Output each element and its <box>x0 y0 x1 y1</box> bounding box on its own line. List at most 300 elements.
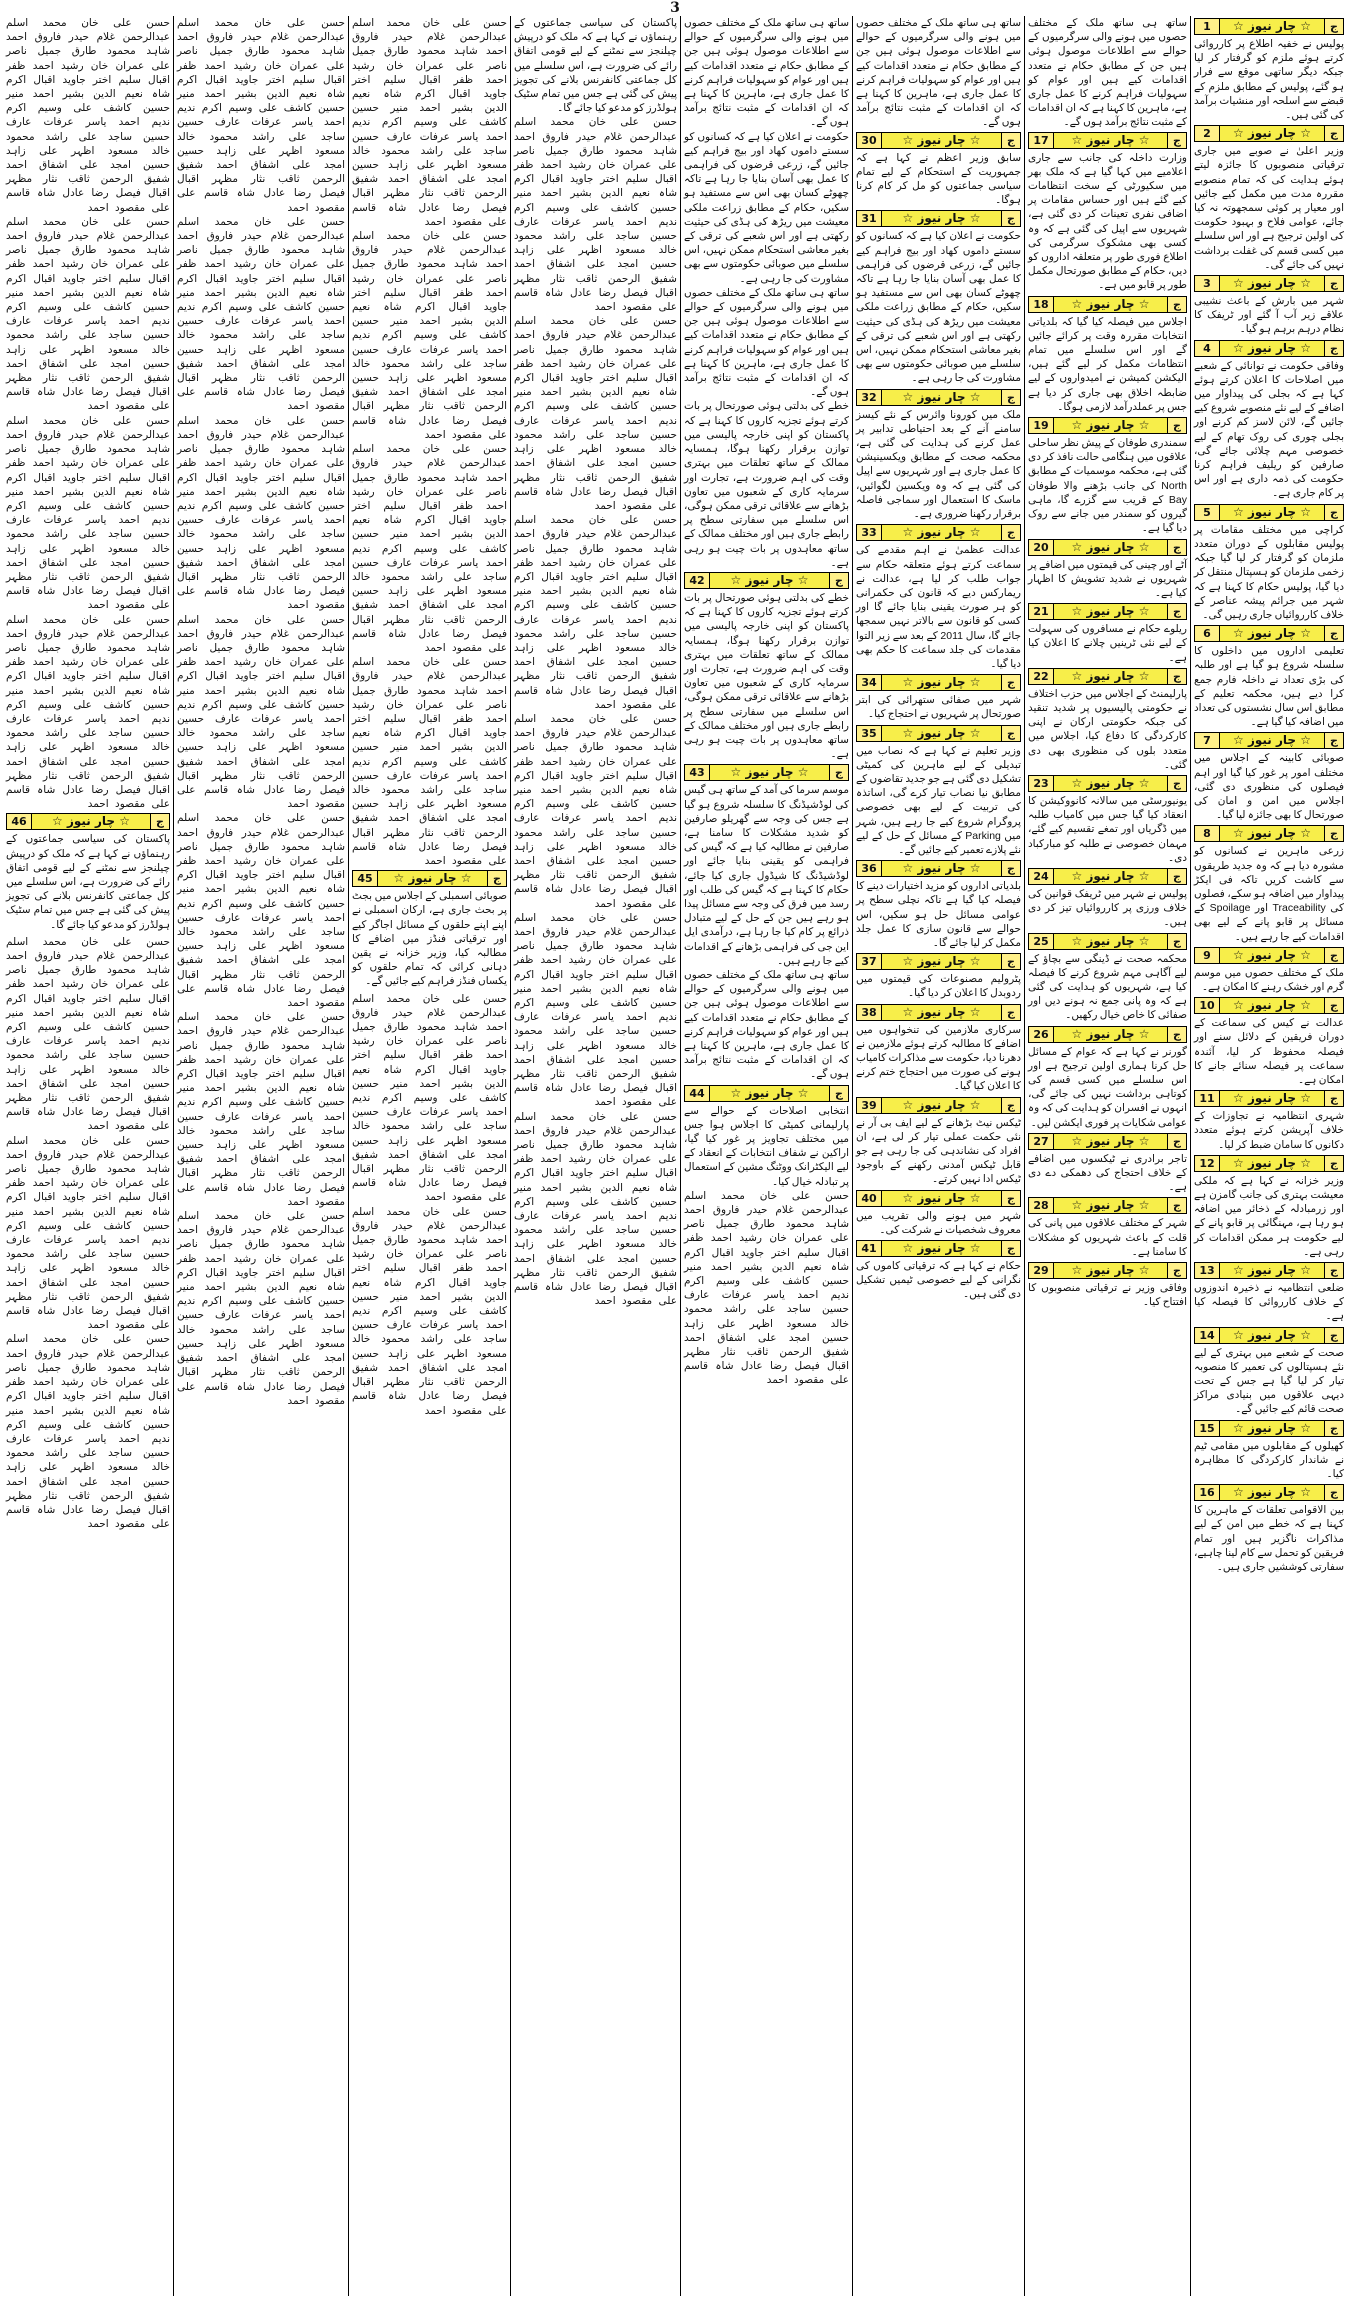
item-body: وفاقی حکومت نے توانائی کے شعبے میں اصلاحات کا اعلان کرتے ہوئے کہا ہے کہ بجلی کی پیداوار میں اضافے کے لیے نئے منصوبے شروع کیے جائیں گے، لائن لاسز کم کرنے اور بجلی چوری کی روک تھام کے لیے خصوصی مہم چلائی جائے گی، صارفین کو ریلیف فراہم کرنا حکومت کی ذمہ داری ہے اور اس پر کام جاری ہے۔ <box>1194 359 1344 500</box>
item-body: محکمہ صحت نے ڈینگی سے بچاؤ کے لیے آگاہی مہم شروع کرنے کا فیصلہ کیا ہے، شہریوں کو ہدایت کی گئی ہے کہ وہ پانی جمع نہ ہونے دیں اور صفائی کا خاص خیال رکھیں۔ <box>1028 952 1187 1022</box>
news-item-32 <box>856 389 1021 522</box>
news-item-28 <box>1028 1197 1187 1259</box>
names-list: حسن علی خان محمد اسلم عبدالرحمن غلام حیدر فاروق احمد شاہد محمود طارق جمیل ناصر علی عمران خان رشید احمد ظفر اقبال سلیم اختر جاوید اقبال اکرم شاہ نعیم الدین بشیر احمد منیر حسین کاشف علی وسیم اکرم ندیم احمد یاسر عرفات عارف حسین ساجد علی راشد محمود خالد مسعود اظہر علی زاہد حسین امجد علی اشفاق احمد شفیق الرحمن ثاقب نثار مظہر اقبال فیصل رضا عادل شاہ قاسم علی مقصود احمد <box>6 613 170 811</box>
item-number: 10 <box>1195 998 1220 1013</box>
names-list: حسن علی خان محمد اسلم عبدالرحمن غلام حیدر فاروق احمد شاہد محمود طارق جمیل ناصر علی عمران خان رشید احمد ظفر اقبال سلیم اختر جاوید اقبال اکرم شاہ نعیم الدین بشیر احمد منیر حسین کاشف علی وسیم اکرم ندیم احمد یاسر عرفات عارف حسین ساجد علی راشد محمود خالد مسعود اظہر علی زاہد حسین امجد علی اشفاق احمد شفیق الرحمن ثاقب نثار مظہر اقبال فیصل رضا عادل شاہ قاسم علی مقصود احمد <box>514 116 677 314</box>
news-item-16 <box>1194 1484 1344 1574</box>
item-logo: ☆ چار نیوز ☆ <box>1071 296 1150 311</box>
item-header <box>1194 1155 1344 1172</box>
item-header <box>856 1240 1021 1257</box>
item-tag: ج <box>1001 675 1020 690</box>
item-logo: ☆ چار نیوز ☆ <box>902 211 981 226</box>
item-header <box>1194 18 1344 35</box>
item-header <box>1028 1262 1187 1279</box>
item-number: 34 <box>857 675 882 690</box>
news-item-19 <box>1028 417 1187 535</box>
names-list: حسن علی خان محمد اسلم عبدالرحمن غلام حیدر فاروق احمد شاہد محمود طارق جمیل ناصر علی عمران خان رشید احمد ظفر اقبال سلیم اختر جاوید اقبال اکرم شاہ نعیم الدین بشیر احمد منیر حسین کاشف علی وسیم اکرم ندیم احمد یاسر عرفات عارف حسین ساجد علی راشد محمود خالد مسعود اظہر علی زاہد حسین امجد علی اشفاق احمد شفیق الرحمن ثاقب نثار مظہر اقبال فیصل رضا عادل شاہ قاسم علی مقصود احمد <box>6 414 170 612</box>
news-item-18 <box>1028 296 1187 414</box>
item-header <box>1194 1484 1344 1501</box>
item-body: موسم سرما کی آمد کے ساتھ ہی گیس کی لوڈشیڈنگ کا سلسلہ شروع ہو گیا ہے جس کی وجہ سے گھریلو صارفین کو شدید مشکلات کا سامنا ہے، صارفین نے مطالبہ کیا ہے کہ گیس کی فراہمی کو یقینی بنایا جائے اور لوڈشیڈنگ کا شیڈول جاری کیا جائے، حکام کا کہنا ہے کہ گیس کی طلب اور رسد میں فرق کی وجہ سے مسائل پیدا ہو رہے ہیں جن کے حل کے لیے متبادل ذرائع پر کام کیا جا رہا ہے، درآمدی ایل این جی کی فراہمی بڑھانے کے اقدامات کیے جا رہے ہیں۔ <box>684 784 849 967</box>
names-list: حسن علی خان محمد اسلم عبدالرحمن غلام حیدر فاروق احمد شاہد محمود طارق جمیل ناصر علی عمران خان رشید احمد ظفر اقبال سلیم اختر جاوید اقبال اکرم شاہ نعیم الدین بشیر احمد منیر حسین کاشف علی وسیم اکرم ندیم احمد یاسر عرفات عارف حسین ساجد علی راشد محمود خالد مسعود اظہر علی زاہد حسین امجد علی اشفاق احمد شفیق الرحمن ثاقب نثار مظہر اقبال فیصل رضا عادل شاہ قاسم علی مقصود احمد <box>177 215 345 413</box>
names-list: حسن علی خان محمد اسلم عبدالرحمن غلام حیدر فاروق احمد شاہد محمود طارق جمیل ناصر علی عمران خان رشید احمد ظفر اقبال سلیم اختر جاوید اقبال اکرم شاہ نعیم الدین بشیر احمد منیر حسین کاشف علی وسیم اکرم ندیم احمد یاسر عرفات عارف حسین ساجد علی راشد محمود خالد مسعود اظہر علی زاہد حسین امجد علی اشفاق احمد شفیق الرحمن ثاقب نثار مظہر اقبال فیصل رضا عادل شاہ قاسم علی مقصود احمد <box>6 1134 170 1332</box>
item-tag: ج <box>1001 390 1020 405</box>
item-logo: ☆ چار نیوز ☆ <box>1071 604 1150 619</box>
item-header <box>1028 775 1187 792</box>
item-tag: ج <box>1167 133 1186 148</box>
names-list: حسن علی خان محمد اسلم عبدالرحمن غلام حیدر فاروق احمد شاہد محمود طارق جمیل ناصر علی عمران خان رشید احمد ظفر اقبال سلیم اختر جاوید اقبال اکرم شاہ نعیم الدین بشیر احمد منیر حسین کاشف علی وسیم اکرم ندیم احمد یاسر عرفات عارف حسین ساجد علی راشد محمود خالد مسعود اظہر علی زاہد حسین امجد علی اشفاق احمد شفیق الرحمن ثاقب نثار مظہر اقبال فیصل رضا عادل شاہ قاسم علی مقصود احمد <box>177 414 345 612</box>
item-logo: ☆ چار نیوز ☆ <box>730 572 809 587</box>
item-body: خطے کی بدلتی ہوئی صورتحال پر بات کرتے ہوئے تجزیہ کاروں کا کہنا ہے کہ پاکستان کو اپنی خارجہ پالیسی میں توازن برقرار رکھنا ہوگا، ہمسایہ ممالک کے ساتھ تعلقات میں بہتری وقت کی اہم ضرورت ہے، تجارت اور سرمایہ کاری کے شعبوں میں تعاون بڑھانے سے علاقائی ترقی ممکن ہوگی، اس سلسلے میں سفارتی سطح پر رابطے جاری ہیں اور مختلف ممالک کے ساتھ معاہدوں پر بات چیت ہو رہی ہے۔ <box>684 591 849 761</box>
item-logo: ☆ چار نیوز ☆ <box>1233 947 1311 962</box>
item-tag: ج <box>1001 954 1020 969</box>
item-header <box>1194 997 1344 1014</box>
names-list: حسن علی خان محمد اسلم عبدالرحمن غلام حیدر فاروق احمد شاہد محمود طارق جمیل ناصر علی عمران خان رشید احمد ظفر اقبال سلیم اختر جاوید اقبال اکرم شاہ نعیم الدین بشیر احمد منیر حسین کاشف علی وسیم اکرم ندیم احمد یاسر عرفات عارف حسین ساجد علی راشد محمود خالد مسعود اظہر علی زاہد حسین امجد علی اشفاق احمد شفیق الرحمن ثاقب نثار مظہر اقبال فیصل رضا عادل شاہ قاسم علی مقصود احمد <box>514 1110 677 1308</box>
item-logo: ☆ چار نیوز ☆ <box>902 1190 981 1205</box>
item-tag: ج <box>1324 1485 1343 1500</box>
item-body: بین الاقوامی تعلقات کے ماہرین کا کہنا ہے کہ خطے میں امن کے لیے مذاکرات ناگزیر ہیں اور تمام فریقین کو تحمل سے کام لینا چاہیے، سفارتی کوششیں جاری ہیں۔ <box>1194 1504 1344 1574</box>
item-header <box>856 1004 1021 1021</box>
item-tag: ج <box>1167 934 1186 949</box>
item-logo: ☆ چار نیوز ☆ <box>1233 998 1311 1013</box>
item-number: 38 <box>857 1005 882 1020</box>
item-tag: ج <box>1167 1198 1186 1213</box>
item-tag: ج <box>1324 126 1343 141</box>
names-list: حسن علی خان محمد اسلم عبدالرحمن غلام حیدر فاروق احمد شاہد محمود طارق جمیل ناصر علی عمران خان رشید احمد ظفر اقبال سلیم اختر جاوید اقبال اکرم شاہ نعیم الدین بشیر احمد منیر حسین کاشف علی وسیم اکرم ندیم احمد یاسر عرفات عارف حسین ساجد علی راشد محمود خالد مسعود اظہر علی زاہد حسین امجد علی اشفاق احمد شفیق الرحمن ثاقب نثار مظہر اقبال فیصل رضا عادل شاہ قاسم علی مقصود احمد <box>177 17 345 214</box>
item-logo: ☆ چار نیوز ☆ <box>1233 276 1311 291</box>
item-header <box>1028 868 1187 885</box>
item-number: 16 <box>1195 1485 1220 1500</box>
item-tag: ج <box>1324 1421 1343 1436</box>
news-item-25 <box>1028 933 1187 1023</box>
column-8 <box>3 16 173 2296</box>
news-item-12 <box>1194 1155 1344 1259</box>
item-tag: ج <box>1324 1091 1343 1106</box>
news-item-31 <box>856 210 1021 385</box>
item-number: 24 <box>1029 869 1054 884</box>
item-header <box>1028 296 1187 313</box>
item-logo: ☆ چار نیوز ☆ <box>1071 933 1150 948</box>
item-body: ملک کے مختلف حصوں میں موسم گرم اور خشک رہنے کا امکان ہے۔ <box>1194 966 1344 993</box>
item-logo: ☆ چار نیوز ☆ <box>1233 1485 1311 1500</box>
item-number: 41 <box>857 1241 882 1256</box>
item-logo: ☆ چار نیوز ☆ <box>1233 504 1311 519</box>
item-body: بلدیاتی اداروں کو مزید اختیارات دینے کا فیصلہ کیا گیا ہے تاکہ نچلی سطح پر عوامی مسائل حل ہو سکیں، اس حوالے سے قانون سازی کا عمل جلد مکمل کر لیا جائے گا۔ <box>856 880 1021 949</box>
item-body: تعلیمی اداروں میں داخلوں کا سلسلہ شروع ہو گیا ہے اور طلبہ کی بڑی تعداد نے داخلہ فارم جمع کرا دیے ہیں، محکمہ تعلیم کے مطابق اس سال نشستوں کی تعداد میں اضافہ کیا گیا ہے۔ <box>1194 645 1344 729</box>
item-logo: ☆ چار نیوز ☆ <box>730 1085 809 1100</box>
item-logo: ☆ چار نیوز ☆ <box>902 954 981 969</box>
news-item-3 <box>1194 275 1344 337</box>
item-header <box>1028 1197 1187 1214</box>
item-body: زرعی ماہرین نے کسانوں کو مشورہ دیا ہے کہ وہ جدید طریقوں سے کاشت کریں تاکہ فی ایکڑ پیداوار میں اضافہ ہو سکے، فصلوں کی Traceability اور Spoilage کے مسائل پر قابو پانے کے لیے بھی اقدامات کیے جا رہے ہیں۔ <box>1194 845 1345 943</box>
names-list: حسن علی خان محمد اسلم عبدالرحمن غلام حیدر فاروق احمد شاہد محمود طارق جمیل ناصر علی عمران خان رشید احمد ظفر اقبال سلیم اختر جاوید اقبال اکرم شاہ نعیم الدین بشیر احمد منیر حسین کاشف علی وسیم اکرم ندیم احمد یاسر عرفات عارف حسین ساجد علی راشد محمود خالد مسعود اظہر علی زاہد حسین امجد علی اشفاق احمد شفیق الرحمن ثاقب نثار مظہر اقبال فیصل رضا عادل شاہ قاسم علی مقصود احمد <box>177 1210 345 1407</box>
news-item-42 <box>684 572 849 761</box>
item-logo: ☆ چار نیوز ☆ <box>902 725 981 740</box>
item-header <box>856 524 1021 541</box>
item-number: 43 <box>685 765 710 780</box>
item-tag: ج <box>1324 733 1343 748</box>
item-tag: ج <box>1324 1328 1343 1343</box>
item-number: 17 <box>1029 133 1054 148</box>
item-body-continued: ساتھ ہی ساتھ ملک کے مختلف حصوں میں ہونے والی سرگرمیوں کے حوالے سے اطلاعات موصول ہوئی ہیں جن کے مطابق حکام نے متعدد اقدامات کیے ہیں اور عوام کو سہولیات فراہم کرنے کا عمل جاری ہے، ماہرین کا کہنا ہے کہ ان اقدامات کے مثبت نتائج برآمد ہوں گے۔ <box>684 286 849 399</box>
item-number: 39 <box>857 1098 882 1113</box>
item-tag: ج <box>1001 211 1020 226</box>
item-body: ساتھ ہی ساتھ ملک کے مختلف حصوں میں ہونے والی سرگرمیوں کے حوالے سے اطلاعات موصول ہوئی ہیں جن کے مطابق حکام نے متعدد اقدامات کیے ہیں اور عوام کو سہولیات فراہم کرنے کا عمل جاری ہے، ماہرین کا کہنا ہے کہ ان اقدامات کے مثبت نتائج برآمد ہوں گے۔ <box>684 969 849 1081</box>
item-header <box>856 132 1021 149</box>
item-header <box>856 860 1021 877</box>
item-tag: ج <box>1001 1191 1020 1206</box>
item-logo: ☆ چار نیوز ☆ <box>1233 733 1311 748</box>
item-body: حکومت نے اعلان کیا ہے کہ کسانوں کو سستے داموں کھاد اور بیج فراہم کیے جائیں گے، زرعی قرضوں کی فراہمی کا عمل بھی آسان بنایا جا رہا ہے تاکہ چھوٹے کسان بھی اس سے مستفید ہو سکیں، حکام کے مطابق زراعت ملکی معیشت میں ریڑھ کی ہڈی کی حیثیت رکھتی ہے اور اس شعبے کی ترقی کے بغیر معاشی استحکام ممکن نہیں، اس سلسلے میں صوبائی حکومتوں سے بھی مشاورت کی جا رہی ہے۔ <box>856 230 1021 385</box>
names-list: حسن علی خان محمد اسلم عبدالرحمن غلام حیدر فاروق احمد شاہد محمود طارق جمیل ناصر علی عمران خان رشید احمد ظفر اقبال سلیم اختر جاوید اقبال اکرم شاہ نعیم الدین بشیر احمد منیر حسین کاشف علی وسیم اکرم ندیم احمد یاسر عرفات عارف حسین ساجد علی راشد محمود خالد مسعود اظہر علی زاہد حسین امجد علی اشفاق احمد شفیق الرحمن ثاقب نثار مظہر اقبال فیصل رضا عادل شاہ قاسم علی مقصود احمد <box>6 17 170 214</box>
item-body: ریلوے حکام نے مسافروں کی سہولت کے لیے نئی ٹرینیں چلانے کا اعلان کیا ہے۔ <box>1028 623 1187 664</box>
news-item-21 <box>1028 603 1187 665</box>
item-header <box>352 870 507 887</box>
item-tag: ج <box>1324 19 1343 34</box>
item-number: 45 <box>353 871 378 886</box>
news-item-17 <box>1028 132 1187 293</box>
item-tag: ج <box>1167 669 1186 684</box>
item-body: وزارت داخلہ کی جانب سے جاری اعلامیے میں کہا گیا ہے کہ ملک بھر میں سکیورٹی کے سخت انتظامات کیے گئے ہیں اور حساس مقامات پر اضافی نفری تعینات کر دی گئی ہے، شہریوں سے اپیل کی گئی ہے کہ وہ کسی بھی مشکوک سرگرمی کی اطلاع فوری طور پر متعلقہ اداروں کو دیں، حکام کے مطابق صورتحال مکمل طور پر قابو میں ہے۔ <box>1028 151 1187 292</box>
item-number: 1 <box>1195 19 1220 34</box>
item-body: پٹرولیم مصنوعات کی قیمتوں میں ردوبدل کا اعلان کر دیا گیا۔ <box>856 973 1021 1000</box>
news-item-8 <box>1194 825 1344 943</box>
item-header <box>1194 825 1344 842</box>
item-body: شہر میں صفائی ستھرائی کی ابتر صورتحال پر شہریوں نے احتجاج کیا۔ <box>856 694 1021 721</box>
item-tag: ج <box>1167 776 1186 791</box>
news-item-5 <box>1194 504 1344 622</box>
page-number: 3 <box>670 0 680 16</box>
item-logo: ☆ چار نیوز ☆ <box>1233 340 1311 355</box>
item-logo: ☆ چار نیوز ☆ <box>52 814 130 829</box>
news-item-29 <box>1028 1262 1187 1309</box>
news-item-35 <box>856 725 1021 858</box>
item-logo: ☆ چار نیوز ☆ <box>1071 418 1150 433</box>
item-body: آٹے اور چینی کی قیمتوں میں اضافے پر شہریوں نے شدید تشویش کا اظہار کیا ہے۔ <box>1027 558 1187 599</box>
item-logo: ☆ چار نیوز ☆ <box>902 675 981 690</box>
item-number: 5 <box>1195 505 1220 520</box>
item-number: 29 <box>1029 1263 1054 1278</box>
item-logo: ☆ چار نیوز ☆ <box>902 132 981 147</box>
item-logo: ☆ چار نیوز ☆ <box>1233 1420 1311 1435</box>
item-number: 12 <box>1195 1156 1220 1171</box>
item-number: 15 <box>1195 1421 1220 1436</box>
item-tag: ج <box>1324 1156 1343 1171</box>
item-number: 21 <box>1029 604 1054 619</box>
item-body-continued: ساتھ ہی ساتھ ملک کے مختلف حصوں میں ہونے والی سرگرمیوں کے حوالے سے اطلاعات موصول ہوئی ہیں جن کے مطابق حکام نے متعدد اقدامات کیے ہیں اور عوام کو سہولیات فراہم کرنے کا عمل جاری ہے، ماہرین کا کہنا ہے کہ ان اقدامات کے مثبت نتائج برآمد ہوں گے۔ <box>684 17 849 129</box>
item-body: شہری انتظامیہ نے تجاوزات کے خلاف آپریشن کرتے ہوئے متعدد دکانوں کا سامان ضبط کر لیا۔ <box>1194 1110 1344 1151</box>
item-logo: ☆ چار نیوز ☆ <box>1071 1263 1150 1278</box>
item-header <box>1194 1327 1344 1344</box>
item-header <box>1194 732 1344 749</box>
item-number: 46 <box>7 814 32 829</box>
item-logo: ☆ چار نیوز ☆ <box>1071 775 1150 790</box>
item-header <box>1028 603 1187 620</box>
news-item-2 <box>1194 125 1344 272</box>
item-header <box>1194 125 1344 142</box>
item-header <box>856 1190 1021 1207</box>
item-body: کھیلوں کے مقابلوں میں مقامی ٹیم نے شاندار کارکردگی کا مظاہرہ کیا۔ <box>1194 1439 1344 1481</box>
item-header <box>1028 668 1187 685</box>
item-number: 7 <box>1195 733 1220 748</box>
news-item-13 <box>1194 1262 1344 1324</box>
item-number: 2 <box>1195 126 1220 141</box>
newspaper-columns <box>3 16 1347 2296</box>
item-number: 42 <box>685 573 710 588</box>
column-2 <box>1024 16 1190 2296</box>
item-body: وفاقی وزیر نے ترقیاتی منصوبوں کا افتتاح کیا۔ <box>1028 1282 1187 1309</box>
item-header <box>684 764 849 781</box>
item-number: 27 <box>1029 1134 1054 1149</box>
item-logo: ☆ چار نیوز ☆ <box>1233 626 1311 641</box>
item-number: 25 <box>1029 934 1054 949</box>
column-6 <box>348 16 510 2296</box>
news-item-37 <box>856 953 1021 1000</box>
item-body: یونیورسٹی میں سالانہ کانووکیشن کا انعقاد کیا گیا جس میں کامیاب طلبہ میں ڈگریاں اور تمغے تقسیم کیے گئے، مہمان خصوصی نے طلبہ کو مبارکباد دی۔ <box>1028 794 1187 864</box>
names-list: حسن علی خان محمد اسلم عبدالرحمن غلام حیدر فاروق احمد شاہد محمود طارق جمیل ناصر علی عمران خان رشید احمد ظفر اقبال سلیم اختر جاوید اقبال اکرم شاہ نعیم الدین بشیر احمد منیر حسین کاشف علی وسیم اکرم ندیم احمد یاسر عرفات عارف حسین ساجد علی راشد محمود خالد مسعود اظہر علی زاہد حسین امجد علی اشفاق احمد شفیق الرحمن ثاقب نثار مظہر اقبال فیصل رضا عادل شاہ قاسم علی مقصود احمد <box>177 613 345 811</box>
names-list: حسن علی خان محمد اسلم عبدالرحمن غلام حیدر فاروق احمد شاہد محمود طارق جمیل ناصر علی عمران خان رشید احمد ظفر اقبال سلیم اختر جاوید اقبال اکرم شاہ نعیم الدین بشیر احمد منیر حسین کاشف علی وسیم اکرم ندیم احمد یاسر عرفات عارف حسین ساجد علی راشد محمود خالد مسعود اظہر علی زاہد حسین امجد علی اشفاق احمد شفیق الرحمن ثاقب نثار مظہر اقبال فیصل رضا عادل شاہ قاسم علی مقصود احمد <box>177 1011 345 1208</box>
item-logo: ☆ چار نیوز ☆ <box>902 525 981 540</box>
news-item-26 <box>1028 1026 1187 1130</box>
item-body: صوبائی اسمبلی کے اجلاس میں بجٹ پر بحث جاری ہے، ارکان اسمبلی نے اپنے اپنے حلقوں کے مسائل اجاگر کیے اور ترقیاتی فنڈز میں اضافے کا مطالبہ کیا، وزیر خزانہ نے یقین دہانی کرائی کہ تمام حلقوں کو یکساں فنڈز فراہم کیے جائیں گے۔ <box>352 890 507 988</box>
item-body: صوبائی کابینہ کے اجلاس میں مختلف امور پر غور کیا گیا اور اہم فیصلوں کی منظوری دی گئی، اجلاس میں امن و امان کی صورتحال کا بھی جائزہ لیا گیا۔ <box>1194 752 1344 822</box>
item-body: پولیس نے شہر میں ٹریفک قوانین کی خلاف ورزی پر کارروائیاں تیز کر دی ہیں۔ <box>1028 887 1187 929</box>
item-header <box>684 572 849 589</box>
item-tag: ج <box>1324 626 1343 641</box>
item-tag: ج <box>1324 998 1343 1013</box>
news-item-7 <box>1194 732 1344 822</box>
item-header <box>1194 1090 1344 1107</box>
item-body: گورنر نے کہا ہے کہ عوام کے مسائل حل کرنا ہماری اولین ترجیح ہے اور اس سلسلے میں کسی قسم کی کوتاہی برداشت نہیں کی جائے گی، انہوں نے افسران کو ہدایت کی کہ وہ عوامی شکایات پر فوری ایکشن لیں۔ <box>1028 1045 1187 1129</box>
item-body: پولیس نے خفیہ اطلاع پر کارروائی کرتے ہوئے ملزم کو گرفتار کر لیا جبکہ دیگر ساتھی موقع سے فرار ہو گئے، پولیس کے مطابق ملزم کے قبضے سے اسلحہ اور منشیات برآمد کی گئی ہیں۔ <box>1194 38 1344 122</box>
item-header <box>1194 504 1344 521</box>
item-tag: ج <box>1001 1005 1020 1020</box>
item-number: 18 <box>1029 297 1054 312</box>
item-header <box>1028 417 1187 434</box>
news-item-39 <box>856 1097 1021 1187</box>
item-body-continued: خطے کی بدلتی ہوئی صورتحال پر بات کرتے ہوئے تجزیہ کاروں کا کہنا ہے کہ پاکستان کو اپنی خارجہ پالیسی میں توازن برقرار رکھنا ہوگا، ہمسایہ ممالک کے ساتھ تعلقات میں بہتری وقت کی اہم ضرورت ہے، تجارت اور سرمایہ کاری کے شعبوں میں تعاون بڑھانے سے علاقائی ترقی ممکن ہوگی، اس سلسلے میں سفارتی سطح پر رابطے جاری ہیں اور مختلف ممالک کے ساتھ معاہدوں پر بات چیت ہو رہی ہے۔ <box>684 400 849 569</box>
names-list: حسن علی خان محمد اسلم عبدالرحمن غلام حیدر فاروق احمد شاہد محمود طارق جمیل ناصر علی عمران خان رشید احمد ظفر اقبال سلیم اختر جاوید اقبال اکرم شاہ نعیم الدین بشیر احمد منیر حسین کاشف علی وسیم اکرم ندیم احمد یاسر عرفات عارف حسین ساجد علی راشد محمود خالد مسعود اظہر علی زاہد حسین امجد علی اشفاق احمد شفیق الرحمن ثاقب نثار مظہر اقبال فیصل رضا عادل شاہ قاسم علی مقصود احمد <box>514 911 677 1109</box>
item-logo: ☆ چار نیوز ☆ <box>902 1097 981 1112</box>
names-list: حسن علی خان محمد اسلم عبدالرحمن غلام حیدر فاروق احمد شاہد محمود طارق جمیل ناصر علی عمران خان رشید احمد ظفر اقبال سلیم اختر جاوید اقبال اکرم شاہ نعیم الدین بشیر احمد منیر حسین کاشف علی وسیم اکرم ندیم احمد یاسر عرفات عارف حسین ساجد علی راشد محمود خالد مسعود اظہر علی زاہد حسین امجد علی اشفاق احمد شفیق الرحمن ثاقب نثار مظہر اقبال فیصل رضا عادل شاہ قاسم علی مقصود احمد <box>352 656 507 867</box>
item-number: 23 <box>1029 776 1054 791</box>
item-tag: ج <box>1001 861 1020 876</box>
item-logo: ☆ چار نیوز ☆ <box>1233 1091 1311 1106</box>
item-body: وزیر اعلیٰ نے صوبے میں جاری ترقیاتی منصوبوں کا جائزہ لیتے ہوئے ہدایت کی کہ تمام منصوبے مقررہ مدت میں مکمل کیے جائیں اور معیار پر کوئی سمجھوتہ نہ کیا جائے، عوامی فلاح و بہبود حکومت کی اولین ترجیح ہے اور اس سلسلے میں کسی قسم کی غفلت برداشت نہیں کی جائے گی۔ <box>1194 145 1344 271</box>
item-body: انتخابی اصلاحات کے حوالے سے پارلیمانی کمیٹی کا اجلاس ہوا جس میں مختلف تجاویز پر غور کیا گیا، اراکین نے شفاف انتخابات کے انعقاد کے لیے الیکٹرانک ووٹنگ مشین کے استعمال پر تبادلہ خیال کیا۔ <box>684 1104 849 1188</box>
item-body: ضلعی انتظامیہ نے ذخیرہ اندوزوں کے خلاف کارروائی کا فیصلہ کیا ہے۔ <box>1194 1282 1344 1323</box>
item-tag: ج <box>829 573 848 588</box>
item-number: 44 <box>685 1086 710 1101</box>
item-logo: ☆ چار نیوز ☆ <box>1071 1198 1150 1213</box>
names-list: حسن علی خان محمد اسلم عبدالرحمن غلام حیدر فاروق احمد شاہد محمود طارق جمیل ناصر علی عمران خان رشید احمد ظفر اقبال سلیم اختر جاوید اقبال اکرم شاہ نعیم الدین بشیر احمد منیر حسین کاشف علی وسیم اکرم ندیم احمد یاسر عرفات عارف حسین ساجد علی راشد محمود خالد مسعود اظہر علی زاہد حسین امجد علی اشفاق احمد شفیق الرحمن ثاقب نثار مظہر اقبال فیصل رضا عادل شاہ قاسم علی مقصود احمد <box>514 514 677 711</box>
news-item-41 <box>856 1240 1021 1302</box>
item-tag: ج <box>1324 276 1343 291</box>
item-body: سمندری طوفان کے پیش نظر ساحلی علاقوں میں ہنگامی حالت نافذ کر دی گئی ہے، محکمہ موسمیات کے مطابق North کی جانب بڑھنے والا طوفان Bay کے قریب سے گزرے گا، ماہی گیروں کو سمندر میں جانے سے روک دیا گیا ہے۔ <box>1028 437 1187 535</box>
item-tag: ج <box>1324 826 1343 841</box>
item-header <box>856 389 1021 406</box>
item-logo: ☆ چار نیوز ☆ <box>902 861 981 876</box>
item-logo: ☆ چار نیوز ☆ <box>393 871 472 886</box>
item-body: اجلاس میں فیصلہ کیا گیا کہ بلدیاتی انتخابات مقررہ وقت پر کرائے جائیں گے اور اس سلسلے میں تمام انتظامات مکمل کر لیے گئے ہیں، الیکشن کمیشن نے امیدواروں کے لیے ضابطہ اخلاق بھی جاری کر دیا ہے جس پر عملدرآمد لازمی ہوگا۔ <box>1028 315 1187 413</box>
item-header <box>856 210 1021 227</box>
item-number: 37 <box>857 954 882 969</box>
item-logo: ☆ چار نیوز ☆ <box>1233 1327 1311 1342</box>
names-list: حسن علی خان محمد اسلم عبدالرحمن غلام حیدر فاروق احمد شاہد محمود طارق جمیل ناصر علی عمران خان رشید احمد ظفر اقبال سلیم اختر جاوید اقبال اکرم شاہ نعیم الدین بشیر احمد منیر حسین کاشف علی وسیم اکرم ندیم احمد یاسر عرفات عارف حسین ساجد علی راشد محمود خالد مسعود اظہر علی زاہد حسین امجد علی اشفاق احمد شفیق الرحمن ثاقب نثار مظہر اقبال فیصل رضا عادل شاہ قاسم علی مقصود احمد <box>684 1189 849 1387</box>
item-body: پارلیمنٹ کے اجلاس میں حزب اختلاف نے حکومتی پالیسیوں پر شدید تنقید کی جبکہ حکومتی ارکان نے اپنی کارکردگی کا دفاع کیا، اجلاس میں متعدد بلوں کی منظوری بھی دی گئی۔ <box>1028 687 1187 771</box>
news-item-45 <box>352 870 507 988</box>
news-item-23 <box>1028 775 1187 865</box>
item-logo: ☆ چار نیوز ☆ <box>1071 1026 1150 1041</box>
item-body-continued: ساتھ ہی ساتھ ملک کے مختلف حصوں میں ہونے والی سرگرمیوں کے حوالے سے اطلاعات موصول ہوئی ہیں جن کے مطابق حکام نے متعدد اقدامات کیے ہیں اور عوام کو سہولیات فراہم کرنے کا عمل جاری ہے، ماہرین کا کہنا ہے کہ ان اقدامات کے مثبت نتائج برآمد ہوں گے۔ <box>856 17 1021 129</box>
item-tag: ج <box>1167 604 1186 619</box>
item-header <box>856 953 1021 970</box>
item-header <box>1194 275 1344 292</box>
item-header <box>1194 1420 1344 1437</box>
item-body: کراچی میں مختلف مقامات پر پولیس مقابلوں کے دوران متعدد ملزمان کو گرفتار کر لیا گیا جبکہ زخمی ملزمان کو ہسپتال منتقل کر دیا گیا، پولیس حکام کا کہنا ہے کہ شہر میں جرائم پیشہ عناصر کے خلاف کارروائیاں جاری رہیں گی۔ <box>1194 523 1344 621</box>
news-item-38 <box>856 1004 1021 1094</box>
news-item-15 <box>1194 1420 1344 1482</box>
news-item-34 <box>856 674 1021 721</box>
item-body: عدالت نے کیس کی سماعت کے دوران فریقین کے دلائل سنے اور فیصلہ محفوظ کر لیا، آئندہ سماعت پر فیصلہ سنائے جانے کا امکان ہے۔ <box>1194 1017 1344 1086</box>
item-body: سابق وزیر اعظم نے کہا ہے کہ جمہوریت کے استحکام کے لیے تمام سیاسی جماعتوں کو مل کر کام کرنا ہوگا۔ <box>856 151 1021 207</box>
news-item-22 <box>1028 668 1187 772</box>
column-1 <box>1190 16 1347 2296</box>
item-header <box>1028 1026 1187 1043</box>
item-tag: ج <box>1001 133 1020 148</box>
item-tag: ج <box>150 814 169 829</box>
news-item-10 <box>1194 997 1344 1087</box>
item-number: 22 <box>1029 669 1054 684</box>
item-body: وزیر خزانہ نے کہا ہے کہ ملکی معیشت بہتری کی جانب گامزن ہے اور زرمبادلہ کے ذخائر میں اضافہ ہو رہا ہے، مہنگائی پر قابو پانے کے لیے حکومت ہر ممکن اقدامات کر رہی ہے۔ <box>1194 1174 1344 1258</box>
item-tag: ج <box>487 871 506 886</box>
item-body: ٹیکس نیٹ بڑھانے کے لیے ایف بی آر نے نئی حکمت عملی تیار کر لی ہے، ان افراد کی نشاندہی کی جا رہی ہے جو قابل ٹیکس آمدنی رکھنے کے باوجود ٹیکس ادا نہیں کرتے۔ <box>856 1116 1021 1186</box>
item-body: سرکاری ملازمین کی تنخواہوں میں اضافے کا مطالبہ کرتے ہوئے ملازمین نے دھرنا دیا، حکومت سے مذاکرات کامیاب ہونے کی صورت میں احتجاج ختم کرنے کا اعلان کیا گیا۔ <box>856 1023 1021 1093</box>
item-logo: ☆ چار نیوز ☆ <box>1071 1133 1150 1148</box>
item-logo: ☆ چار نیوز ☆ <box>1233 826 1311 841</box>
item-body-continued: پاکستان کی سیاسی جماعتوں کے رہنماؤں نے کہا ہے کہ ملک کو درپیش چیلنجز سے نمٹنے کے لیے قومی اتفاق رائے کی ضرورت ہے، اس سلسلے میں کل جماعتی کانفرنس بلانے کی تجویز پیش کی گئی ہے جس میں تمام سٹیک ہولڈرز کو مدعو کیا جائے گا۔ <box>514 17 677 115</box>
item-number: 6 <box>1195 626 1220 641</box>
item-number: 13 <box>1195 1263 1220 1278</box>
item-number: 26 <box>1029 1027 1054 1042</box>
item-tag: ج <box>1167 1027 1186 1042</box>
names-list: حسن علی خان محمد اسلم عبدالرحمن غلام حیدر فاروق احمد شاہد محمود طارق جمیل ناصر علی عمران خان رشید احمد ظفر اقبال سلیم اختر جاوید اقبال اکرم شاہ نعیم الدین بشیر احمد منیر حسین کاشف علی وسیم اکرم ندیم احمد یاسر عرفات عارف حسین ساجد علی راشد محمود خالد مسعود اظہر علی زاہد حسین امجد علی اشفاق احمد شفیق الرحمن ثاقب نثار مظہر اقبال فیصل رضا عادل شاہ قاسم علی مقصود احمد <box>514 315 677 512</box>
item-body-continued: ساتھ ہی ساتھ ملک کے مختلف حصوں میں ہونے والی سرگرمیوں کے حوالے سے اطلاعات موصول ہوئی ہیں جن کے مطابق حکام نے متعدد اقدامات کیے ہیں اور عوام کو سہولیات فراہم کرنے کا عمل جاری ہے، ماہرین کا کہنا ہے کہ ان اقدامات کے مثبت نتائج برآمد ہوں گے۔ <box>1028 17 1187 129</box>
column-3 <box>852 16 1024 2296</box>
news-item-11 <box>1194 1090 1344 1152</box>
item-logo: ☆ چار نیوز ☆ <box>902 1241 981 1256</box>
item-logo: ☆ چار نیوز ☆ <box>902 1004 981 1019</box>
news-item-44 <box>684 1085 849 1388</box>
item-tag: ج <box>1324 341 1343 356</box>
item-tag: ج <box>1324 948 1343 963</box>
item-header <box>684 1085 849 1102</box>
item-number: 30 <box>857 133 882 148</box>
item-header <box>856 674 1021 691</box>
item-body: تاجر برادری نے ٹیکسوں میں اضافے کے خلاف احتجاج کی دھمکی دے دی ہے۔ <box>1028 1152 1187 1194</box>
item-logo: ☆ چار نیوز ☆ <box>1071 868 1150 883</box>
column-7 <box>173 16 348 2296</box>
item-tag: ج <box>1167 418 1186 433</box>
item-header <box>856 1097 1021 1114</box>
item-number: 33 <box>857 525 882 540</box>
item-logo: ☆ چار نیوز ☆ <box>1233 1263 1311 1278</box>
item-body: شہر کے مختلف علاقوں میں پانی کی قلت کے باعث شہریوں کو مشکلات کا سامنا ہے۔ <box>1028 1217 1187 1258</box>
names-list: حسن علی خان محمد اسلم عبدالرحمن غلام حیدر فاروق احمد شاہد محمود طارق جمیل ناصر علی عمران خان رشید احمد ظفر اقبال سلیم اختر جاوید اقبال اکرم شاہ نعیم الدین بشیر احمد منیر حسین کاشف علی وسیم اکرم ندیم احمد یاسر عرفات عارف حسین ساجد علی راشد محمود خالد مسعود اظہر علی زاہد حسین امجد علی اشفاق احمد شفیق الرحمن ثاقب نثار مظہر اقبال فیصل رضا عادل شاہ قاسم علی مقصود احمد <box>352 443 507 654</box>
news-item-6 <box>1194 625 1344 729</box>
names-list: حسن علی خان محمد اسلم عبدالرحمن غلام حیدر فاروق احمد شاہد محمود طارق جمیل ناصر علی عمران خان رشید احمد ظفر اقبال سلیم اختر جاوید اقبال اکرم شاہ نعیم الدین بشیر احمد منیر حسین کاشف علی وسیم اکرم ندیم احمد یاسر عرفات عارف حسین ساجد علی راشد محمود خالد مسعود اظہر علی زاہد حسین امجد علی اشفاق احمد شفیق الرحمن ثاقب نثار مظہر اقبال فیصل رضا عادل شاہ قاسم علی مقصود احمد <box>352 1205 507 1417</box>
item-number: 36 <box>857 861 882 876</box>
item-header <box>6 813 170 830</box>
item-tag: ج <box>1001 726 1020 741</box>
news-item-36 <box>856 860 1021 950</box>
news-item-4 <box>1194 340 1344 501</box>
item-logo: ☆ چار نیوز ☆ <box>902 389 981 404</box>
item-tag: ج <box>1167 297 1186 312</box>
column-4 <box>680 16 852 2296</box>
item-body: عدالت عظمیٰ نے اہم مقدمے کی سماعت کرتے ہوئے متعلقہ حکام سے جواب طلب کر لیا ہے، عدالت نے ریمارکس دیے کہ قانون کی حکمرانی کو ہر صورت یقینی بنایا جائے گا اور کسی کو قانون سے بالاتر نہیں سمجھا جائے گا، سال 2011 کے بعد سے زیر التوا مقدمات کی جلد سماعت کا حکم بھی دیا گیا۔ <box>856 544 1022 670</box>
news-item-30 <box>856 132 1021 208</box>
column-5 <box>510 16 680 2296</box>
item-body: وزیر تعلیم نے کہا ہے کہ نصاب میں تبدیلی کے لیے ماہرین کی کمیٹی تشکیل دی گئی ہے جو جدید تقاضوں کے مطابق نیا نصاب تیار کرے گی، اساتذہ کی تربیت کے لیے بھی خصوصی پروگرام شروع کیے جا رہے ہیں، شہر میں Parking کے مسائل کے حل کے لیے نئے پلازے تعمیر کیے جائیں گے۔ <box>856 744 1022 856</box>
item-number: 31 <box>857 211 882 226</box>
item-logo: ☆ چار نیوز ☆ <box>1233 126 1311 141</box>
news-item-43 <box>684 764 849 1081</box>
item-body: حکام نے کہا ہے کہ ترقیاتی کاموں کی نگرانی کے لیے خصوصی ٹیمیں تشکیل دی گئی ہیں۔ <box>856 1260 1021 1301</box>
item-body: صحت کے شعبے میں بہتری کے لیے نئے ہسپتالوں کی تعمیر کا منصوبہ تیار کر لیا گیا ہے جس کے تحت دیہی علاقوں میں بنیادی مراکز صحت قائم کیے جائیں گے۔ <box>1194 1346 1344 1416</box>
names-list: حسن علی خان محمد اسلم عبدالرحمن غلام حیدر فاروق احمد شاہد محمود طارق جمیل ناصر علی عمران خان رشید احمد ظفر اقبال سلیم اختر جاوید اقبال اکرم شاہ نعیم الدین بشیر احمد منیر حسین کاشف علی وسیم اکرم ندیم احمد یاسر عرفات عارف حسین ساجد علی راشد محمود خالد مسعود اظہر علی زاہد حسین امجد علی اشفاق احمد شفیق الرحمن ثاقب نثار مظہر اقبال فیصل رضا عادل شاہ قاسم علی مقصود احمد <box>6 215 170 413</box>
names-list: حسن علی خان محمد اسلم عبدالرحمن غلام حیدر فاروق احمد شاہد محمود طارق جمیل ناصر علی عمران خان رشید احمد ظفر اقبال سلیم اختر جاوید اقبال اکرم شاہ نعیم الدین بشیر احمد منیر حسین کاشف علی وسیم اکرم ندیم احمد یاسر عرفات عارف حسین ساجد علی راشد محمود خالد مسعود اظہر علی زاہد حسین امجد علی اشفاق احمد شفیق الرحمن ثاقب نثار مظہر اقبال فیصل رضا عادل شاہ قاسم علی مقصود احمد <box>352 17 507 228</box>
news-item-33 <box>856 524 1021 671</box>
item-logo: ☆ چار نیوز ☆ <box>1233 1155 1311 1170</box>
item-tag: ج <box>1167 1263 1186 1278</box>
item-tag: ج <box>1001 525 1020 540</box>
item-logo: ☆ چار نیوز ☆ <box>730 765 809 780</box>
news-item-14 <box>1194 1327 1344 1417</box>
item-header <box>1194 947 1344 964</box>
item-number: 35 <box>857 726 882 741</box>
item-number: 32 <box>857 390 882 405</box>
item-logo: ☆ چار نیوز ☆ <box>1071 668 1150 683</box>
names-list: حسن علی خان محمد اسلم عبدالرحمن غلام حیدر فاروق احمد شاہد محمود طارق جمیل ناصر علی عمران خان رشید احمد ظفر اقبال سلیم اختر جاوید اقبال اکرم شاہ نعیم الدین بشیر احمد منیر حسین کاشف علی وسیم اکرم ندیم احمد یاسر عرفات عارف حسین ساجد علی راشد محمود خالد مسعود اظہر علی زاہد حسین امجد علی اشفاق احمد شفیق الرحمن ثاقب نثار مظہر اقبال فیصل رضا عادل شاہ قاسم علی مقصود احمد <box>177 812 345 1010</box>
names-list: حسن علی خان محمد اسلم عبدالرحمن غلام حیدر فاروق احمد شاہد محمود طارق جمیل ناصر علی عمران خان رشید احمد ظفر اقبال سلیم اختر جاوید اقبال اکرم شاہ نعیم الدین بشیر احمد منیر حسین کاشف علی وسیم اکرم ندیم احمد یاسر عرفات عارف حسین ساجد علی راشد محمود خالد مسعود اظہر علی زاہد حسین امجد علی اشفاق احمد شفیق الرحمن ثاقب نثار مظہر اقبال فیصل رضا عادل شاہ قاسم علی مقصود احمد <box>6 935 170 1133</box>
names-list: حسن علی خان محمد اسلم عبدالرحمن غلام حیدر فاروق احمد شاہد محمود طارق جمیل ناصر علی عمران خان رشید احمد ظفر اقبال سلیم اختر جاوید اقبال اکرم شاہ نعیم الدین بشیر احمد منیر حسین کاشف علی وسیم اکرم ندیم احمد یاسر عرفات عارف حسین ساجد علی راشد محمود خالد مسعود اظہر علی زاہد حسین امجد علی اشفاق احمد شفیق الرحمن ثاقب نثار مظہر اقبال فیصل رضا عادل شاہ قاسم علی مقصود احمد <box>6 1333 170 1531</box>
item-body-continued: حکومت نے اعلان کیا ہے کہ کسانوں کو سستے داموں کھاد اور بیج فراہم کیے جائیں گے، زرعی قرضوں کی فراہمی کا عمل بھی آسان بنایا جا رہا ہے تاکہ چھوٹے کسان بھی اس سے مستفید ہو سکیں، حکام کے مطابق زراعت ملکی معیشت میں ریڑھ کی ہڈی کی حیثیت رکھتی ہے اور اس شعبے کی ترقی کے بغیر معاشی استحکام ممکن نہیں، اس سلسلے میں صوبائی حکومتوں سے بھی مشاورت کی جا رہی ہے۔ <box>684 130 849 285</box>
item-number: 40 <box>857 1191 882 1206</box>
item-tag: ج <box>1324 1263 1343 1278</box>
item-header <box>856 725 1021 742</box>
item-body: شہر میں ہونے والی تقریب میں معروف شخصیات نے شرکت کی۔ <box>856 1209 1021 1236</box>
item-number: 28 <box>1029 1198 1054 1213</box>
news-item-1 <box>1194 18 1344 122</box>
news-item-24 <box>1028 868 1187 930</box>
item-number: 4 <box>1195 341 1220 356</box>
item-tag: ج <box>1167 540 1186 555</box>
item-logo: ☆ چار نیوز ☆ <box>1071 132 1150 147</box>
item-tag: ج <box>829 1086 848 1101</box>
item-tag: ج <box>1001 1098 1020 1113</box>
item-tag: ج <box>829 765 848 780</box>
item-logo: ☆ چار نیوز ☆ <box>1071 539 1150 554</box>
names-list: حسن علی خان محمد اسلم عبدالرحمن غلام حیدر فاروق احمد شاہد محمود طارق جمیل ناصر علی عمران خان رشید احمد ظفر اقبال سلیم اختر جاوید اقبال اکرم شاہ نعیم الدین بشیر احمد منیر حسین کاشف علی وسیم اکرم ندیم احمد یاسر عرفات عارف حسین ساجد علی راشد محمود خالد مسعود اظہر علی زاہد حسین امجد علی اشفاق احمد شفیق الرحمن ثاقب نثار مظہر اقبال فیصل رضا عادل شاہ قاسم علی مقصود احمد <box>352 230 507 441</box>
item-logo: ☆ چار نیوز ☆ <box>1233 19 1311 33</box>
item-header <box>1028 539 1187 556</box>
item-header <box>1194 340 1344 357</box>
item-body: پاکستان کی سیاسی جماعتوں کے رہنماؤں نے کہا ہے کہ ملک کو درپیش چیلنجز سے نمٹنے کے لیے قومی اتفاق رائے کی ضرورت ہے، اس سلسلے میں کل جماعتی کانفرنس بلانے کی تجویز پیش کی گئی ہے جس میں تمام سٹیک ہولڈرز کو مدعو کیا جائے گا۔ <box>6 833 170 931</box>
news-item-20 <box>1028 539 1187 601</box>
item-header <box>1194 1262 1344 1279</box>
news-item-9 <box>1194 947 1344 994</box>
item-tag: ج <box>1167 1134 1186 1149</box>
